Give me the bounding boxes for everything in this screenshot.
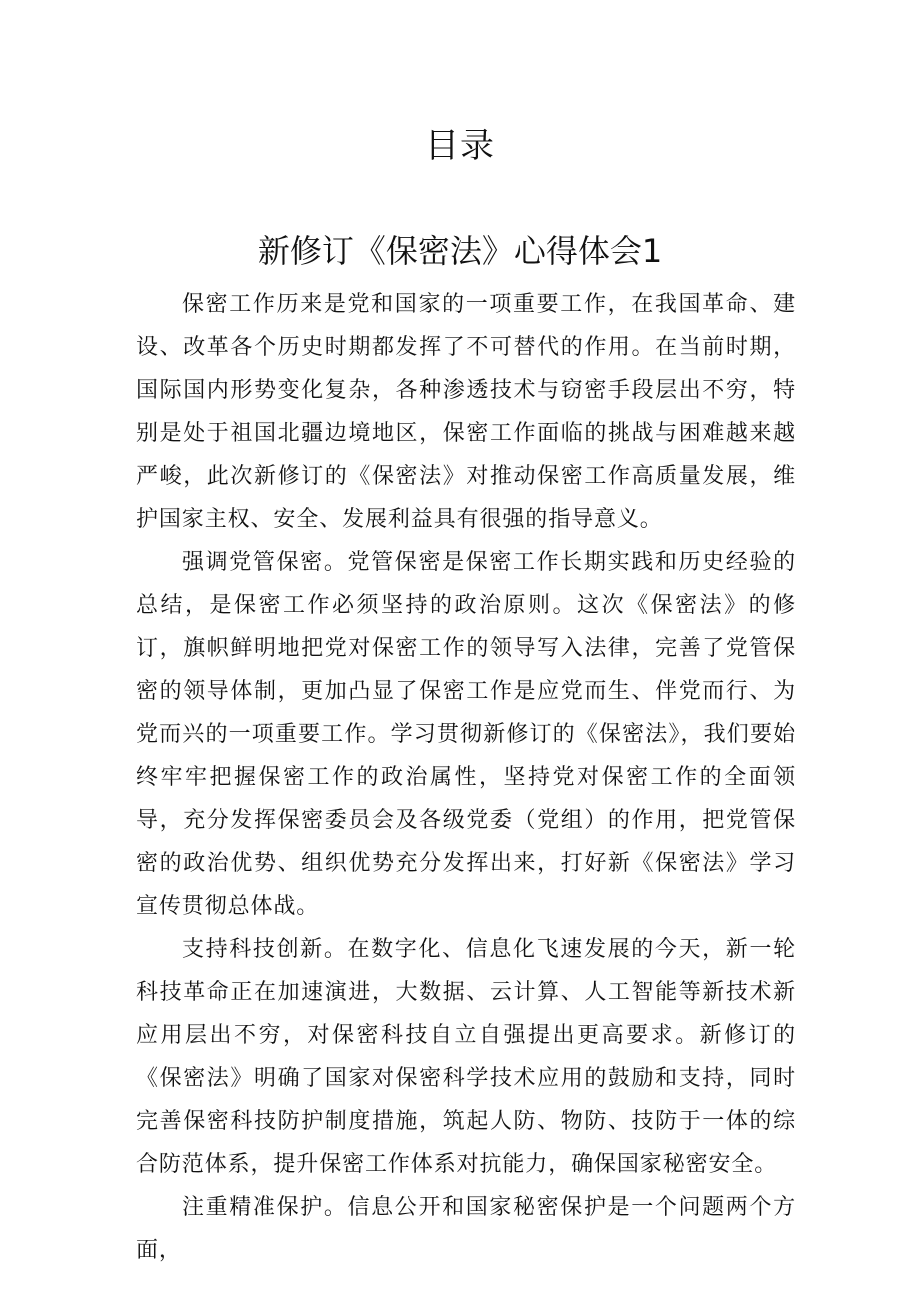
paragraph-precise-protection: 注重精准保护。信息公开和国家秘密保护是一个问题两个方面， [136,1195,796,1263]
paragraph-tech-innovation: 支持科技创新。在数字化、信息化飞速发展的今天，新一轮科技革命正在加速演进，大数据、云计算、人工智能等新技术新应用层出不穷，对保密科技自立自强提出更高要求。新修订的《保密法》明确了国家对保密科学技术应用的鼓励和支持，同时完善保密科技防护制度措施，筑起人防、物防、技防于一体的综合防范体系，提升保密工作体系对抗能力，确保国家秘密安全。 [136,937,796,1177]
toc-heading: 目录 [425,126,495,166]
paragraph-party-leadership: 强调党管保密。党管保密是保密工作长期实践和历史经验的总结，是保密工作必须坚持的政治原则。这次《保密法》的修订，旗帜鲜明地把党对保密工作的领导写入法律，完善了党管保密的领导体制，更加凸显了保密工作是应党而生、伴党而行、为党而兴的一项重要工作。学习贯彻新修订的《保密法》，我们要始终牢牢把握保密工作的政治属性，坚持党对保密工作的全面领导，充分发挥保密委员会及各级党委（党组）的作用，把党管保密的政治优势、组织优势充分发挥出来，打好新《保密法》学习宣传贯彻总体战。 [136,550,796,919]
paragraph-intro: 保密工作历来是党和国家的一项重要工作，在我国革命、建设、改革各个历史时期都发挥了不可替代的作用。在当前时期，国际国内形势变化复杂，各种渗透技术与窃密手段层出不穷，特别是处于祖国北疆边境地区，保密工作面临的挑战与困难越来越严峻，此次新修订的《保密法》对推动保密工作高质量发展，维护国家主权、安全、发展利益具有很强的指导意义。 [136,292,796,532]
document-title: 新修订《保密法》心得体会1 [257,232,663,270]
document-body [136,283,796,1272]
